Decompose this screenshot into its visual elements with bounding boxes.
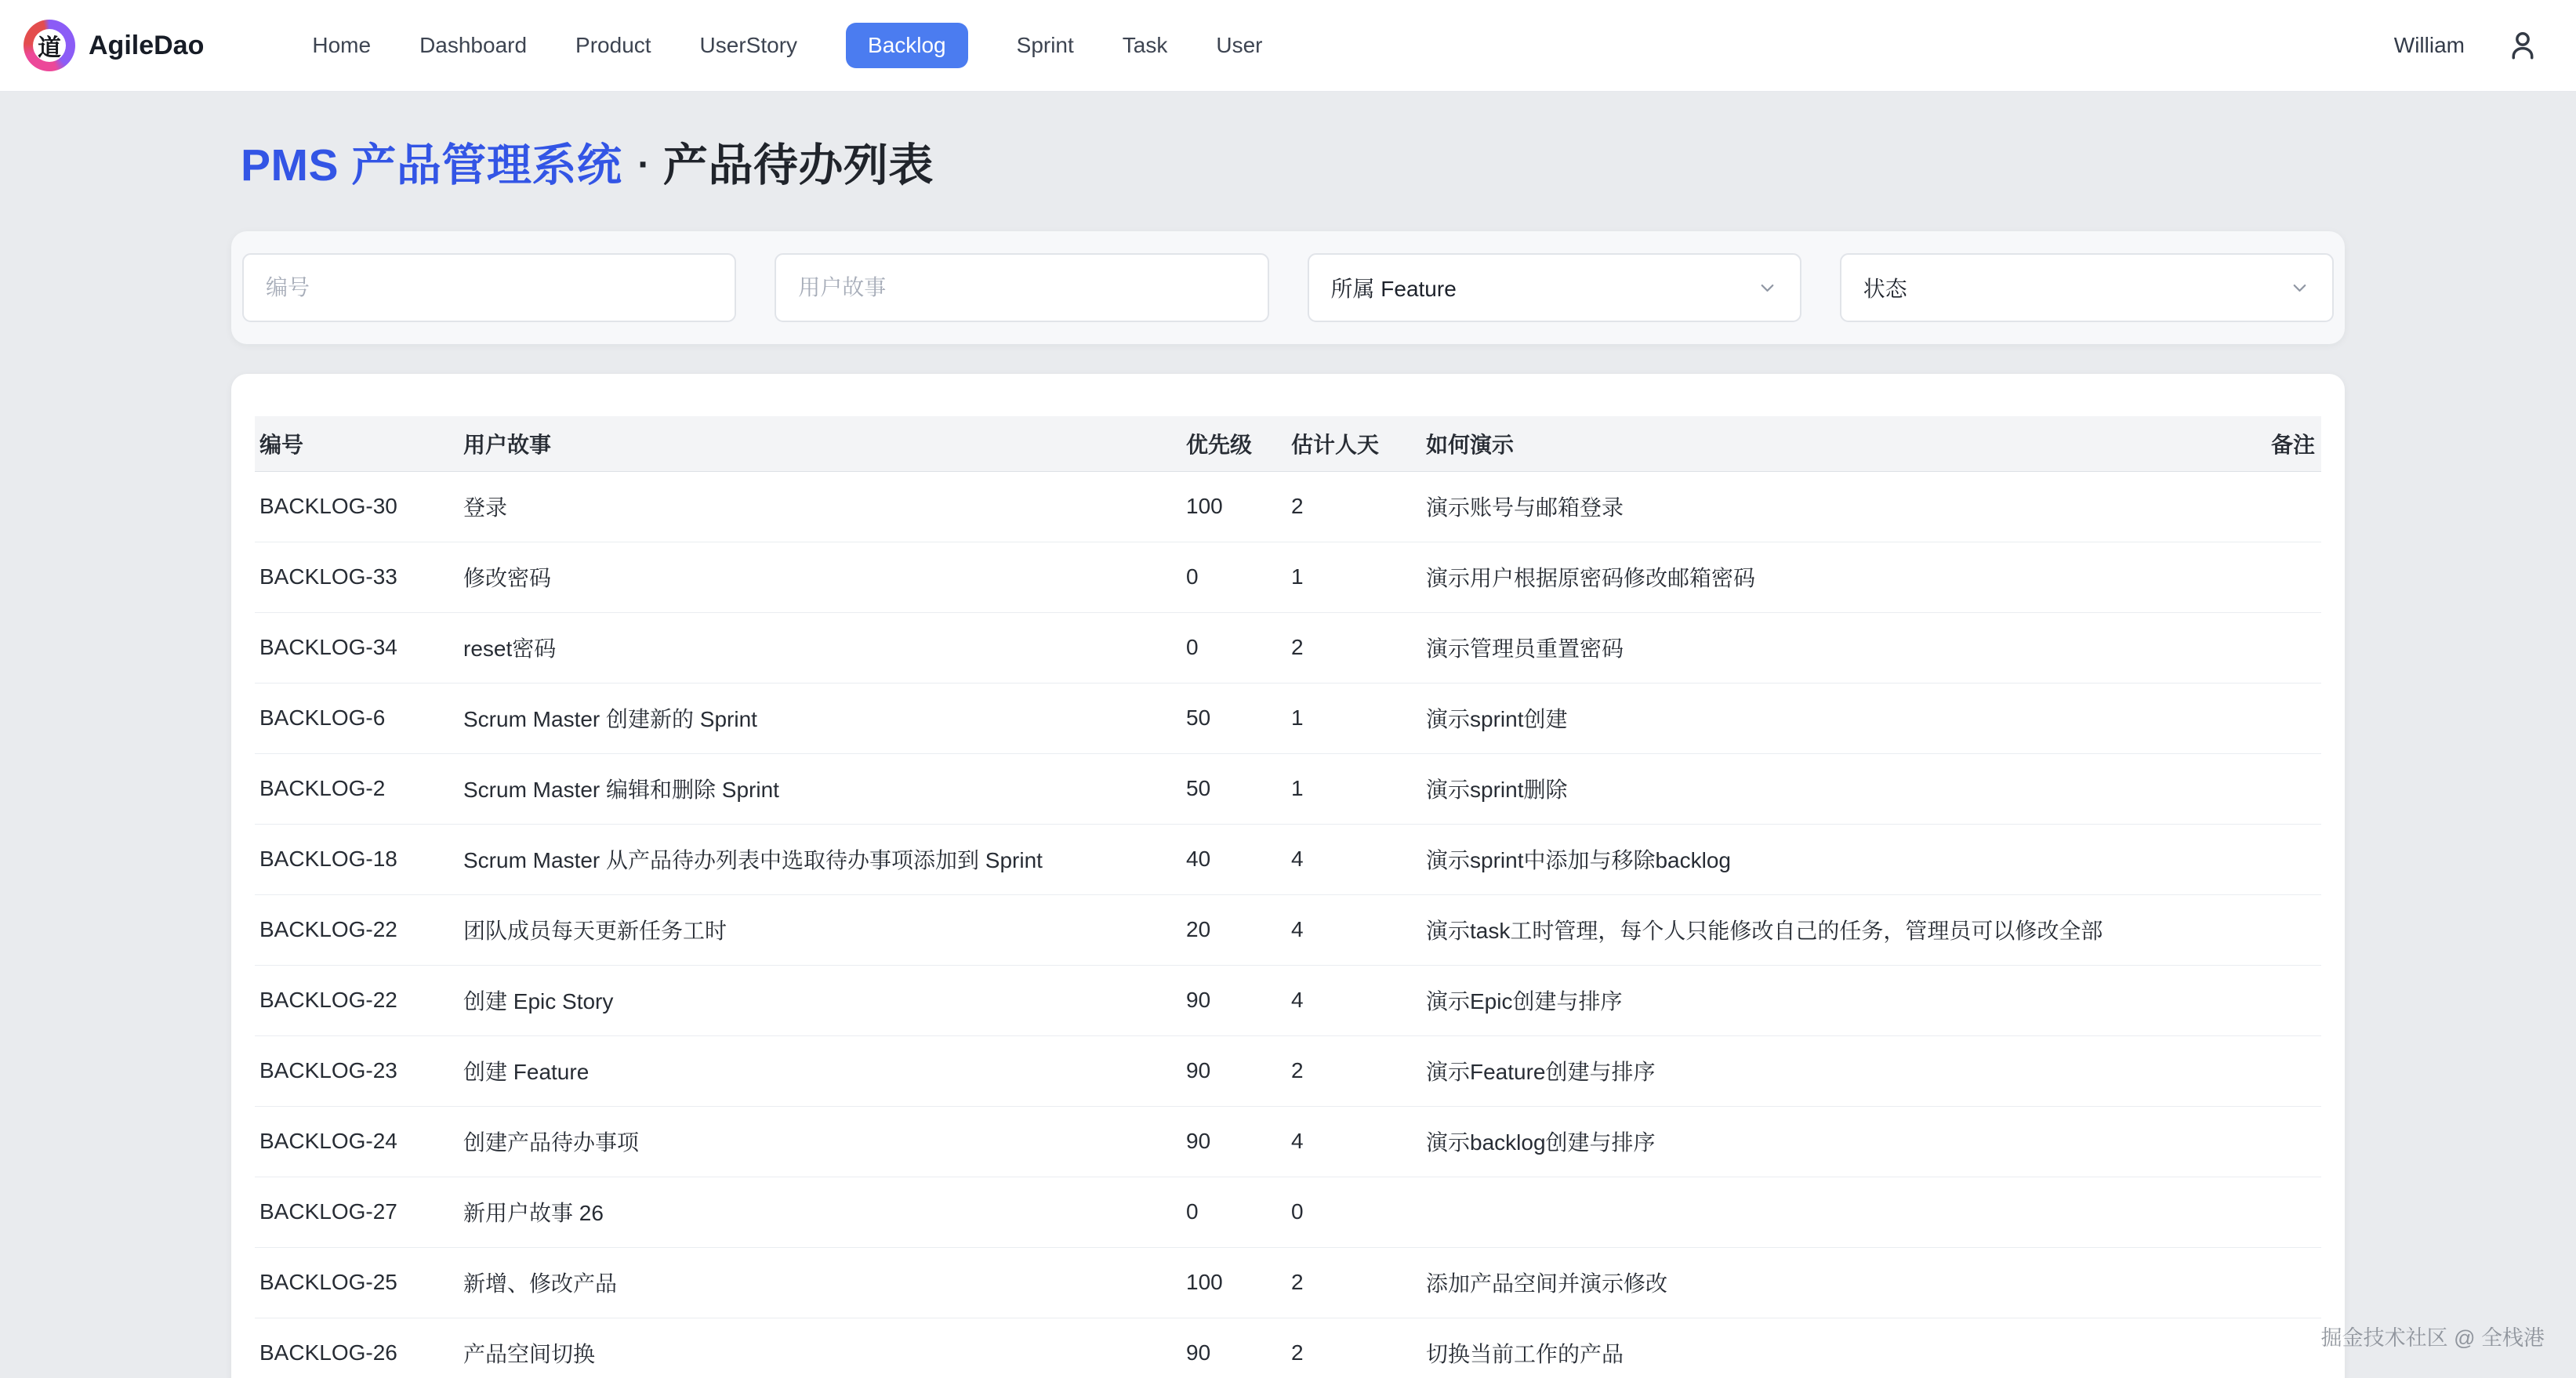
table-row[interactable] (255, 471, 2321, 542)
cell-days: 1 (1291, 542, 1426, 612)
current-user-name: William (2393, 33, 2465, 57)
cell-id: BACKLOG-6 (255, 683, 463, 753)
cell-priority: 0 (1186, 1177, 1291, 1247)
cell-story: 登录 (463, 471, 1186, 542)
table-row[interactable] (255, 1035, 2321, 1106)
cell-days: 4 (1291, 1106, 1426, 1177)
cell-note (2241, 471, 2321, 542)
cell-demo (1426, 1177, 2241, 1247)
person-outline-icon[interactable] (2505, 28, 2540, 63)
cell-days: 2 (1291, 612, 1426, 683)
cell-priority: 90 (1186, 1318, 1291, 1378)
cell-id: BACKLOG-2 (255, 753, 463, 824)
status-select-value: 状态 (1863, 277, 1907, 301)
cell-note (2241, 1247, 2321, 1318)
cell-story: 产品空间切换 (463, 1318, 1186, 1378)
table-row[interactable] (255, 1318, 2321, 1378)
main-nav (312, 23, 1262, 68)
cell-demo: 演示账号与邮箱登录 (1426, 471, 2241, 542)
cell-priority: 90 (1186, 1106, 1291, 1177)
cell-note (2241, 753, 2321, 824)
cell-demo: 演示task工时管理，每个人只能修改自己的任务，管理员可以修改全部 (1426, 894, 2241, 965)
watermark: 掘金技术社区 @ 全栈港 (2320, 1326, 2545, 1350)
cell-priority: 0 (1186, 612, 1291, 683)
filter-bar (231, 231, 2345, 344)
cell-priority: 0 (1186, 542, 1291, 612)
cell-note (2241, 1177, 2321, 1247)
backlog-table (255, 416, 2321, 1378)
page-title-secondary: 产品待办列表 (662, 140, 934, 190)
nav-item-user[interactable]: User (1216, 33, 1263, 57)
cell-note (2241, 965, 2321, 1035)
cell-id: BACKLOG-18 (255, 824, 463, 894)
cell-story: 新增、修改产品 (463, 1247, 1186, 1318)
feature-select-value: 所属 Feature (1330, 277, 1457, 301)
cell-demo: 演示sprint删除 (1426, 753, 2241, 824)
cell-days: 2 (1291, 1318, 1426, 1378)
column-header-story: 用户故事 (463, 416, 1186, 471)
cell-days: 1 (1291, 683, 1426, 753)
cell-story: 创建产品待办事项 (463, 1106, 1186, 1177)
cell-demo: 切换当前工作的产品 (1426, 1318, 2241, 1378)
cell-story: Scrum Master 创建新的 Sprint (463, 683, 1186, 753)
cell-id: BACKLOG-34 (255, 612, 463, 683)
table-row[interactable] (255, 1177, 2321, 1247)
cell-note (2241, 542, 2321, 612)
cell-priority: 90 (1186, 1035, 1291, 1106)
cell-demo: 演示sprint创建 (1426, 683, 2241, 753)
nav-item-product[interactable]: Product (575, 33, 651, 57)
cell-priority: 100 (1186, 1247, 1291, 1318)
nav-item-dashboard[interactable]: Dashboard (419, 33, 528, 57)
column-header-note: 备注 (2241, 416, 2321, 471)
cell-priority: 50 (1186, 753, 1291, 824)
cell-days: 2 (1291, 1035, 1426, 1106)
cell-story: reset密码 (463, 612, 1186, 683)
table-row[interactable] (255, 1247, 2321, 1318)
column-header-days: 估计人天 (1291, 416, 1426, 471)
cell-story: Scrum Master 编辑和删除 Sprint (463, 753, 1186, 824)
table-row[interactable] (255, 542, 2321, 612)
cell-story: 创建 Feature (463, 1035, 1186, 1106)
cell-note (2241, 1035, 2321, 1106)
cell-note (2241, 824, 2321, 894)
cell-demo: 添加产品空间并演示修改 (1426, 1247, 2241, 1318)
status-select[interactable] (1840, 253, 2334, 322)
table-row[interactable] (255, 894, 2321, 965)
cell-priority: 40 (1186, 824, 1291, 894)
cell-id: BACKLOG-27 (255, 1177, 463, 1247)
cell-demo: 演示用户根据原密码修改邮箱密码 (1426, 542, 2241, 612)
cell-days: 0 (1291, 1177, 1426, 1247)
column-header-priority: 优先级 (1186, 416, 1291, 471)
cell-note (2241, 1318, 2321, 1378)
table-row[interactable] (255, 683, 2321, 753)
cell-demo: 演示Epic创建与排序 (1426, 965, 2241, 1035)
table-row[interactable] (255, 965, 2321, 1035)
nav-item-userstory[interactable]: UserStory (699, 33, 798, 57)
cell-days: 4 (1291, 824, 1426, 894)
cell-demo: 演示Feature创建与排序 (1426, 1035, 2241, 1106)
table-row[interactable] (255, 612, 2321, 683)
table-row[interactable] (255, 753, 2321, 824)
cell-demo: 演示sprint中添加与移除backlog (1426, 824, 2241, 894)
page-title-primary: PMS 产品管理系统 (241, 140, 622, 190)
cell-days: 1 (1291, 753, 1426, 824)
cell-story: 修改密码 (463, 542, 1186, 612)
brand-logo (24, 20, 75, 71)
nav-item-backlog[interactable]: Backlog (846, 23, 968, 68)
page-title (241, 129, 2345, 194)
cell-demo: 演示管理员重置密码 (1426, 612, 2241, 683)
nav-item-task[interactable]: Task (1122, 33, 1168, 57)
cell-priority: 20 (1186, 894, 1291, 965)
story-filter-input[interactable] (775, 253, 1268, 322)
cell-days: 4 (1291, 965, 1426, 1035)
cell-days: 2 (1291, 1247, 1426, 1318)
feature-select[interactable] (1308, 253, 1801, 322)
column-header-id: 编号 (255, 416, 463, 471)
column-header-demo: 如何演示 (1426, 416, 2241, 471)
navbar (0, 0, 2576, 92)
cell-demo: 演示backlog创建与排序 (1426, 1106, 2241, 1177)
table-row[interactable] (255, 1106, 2321, 1177)
cell-id: BACKLOG-22 (255, 894, 463, 965)
cell-note (2241, 1106, 2321, 1177)
table-row[interactable] (255, 824, 2321, 894)
chevron-down-icon (1757, 277, 1778, 299)
cell-days: 4 (1291, 894, 1426, 965)
cell-story: Scrum Master 从产品待办列表中选取待办事项添加到 Sprint (463, 824, 1186, 894)
cell-priority: 100 (1186, 471, 1291, 542)
cell-story: 创建 Epic Story (463, 965, 1186, 1035)
cell-id: BACKLOG-24 (255, 1106, 463, 1177)
cell-id: BACKLOG-22 (255, 965, 463, 1035)
cell-id: BACKLOG-26 (255, 1318, 463, 1378)
cell-priority: 90 (1186, 965, 1291, 1035)
cell-id: BACKLOG-25 (255, 1247, 463, 1318)
chevron-down-icon (2289, 277, 2310, 299)
nav-item-sprint[interactable]: Sprint (1016, 33, 1074, 57)
cell-priority: 50 (1186, 683, 1291, 753)
page-content (231, 129, 2345, 1378)
cell-id: BACKLOG-30 (255, 471, 463, 542)
cell-days: 2 (1291, 471, 1426, 542)
page-title-separator: · (637, 144, 651, 186)
cell-story: 新用户故事 26 (463, 1177, 1186, 1247)
cell-story: 团队成员每天更新任务工时 (463, 894, 1186, 965)
cell-id: BACKLOG-23 (255, 1035, 463, 1106)
brand-name: AgileDao (89, 30, 205, 60)
nav-item-home[interactable]: Home (312, 33, 372, 57)
navbar-right (2394, 28, 2540, 63)
cell-note (2241, 612, 2321, 683)
table-header-row (255, 416, 2321, 471)
brand-logo-glyph: 道 (33, 29, 66, 62)
cell-id: BACKLOG-33 (255, 542, 463, 612)
cell-note (2241, 894, 2321, 965)
cell-note (2241, 683, 2321, 753)
id-filter-input[interactable] (242, 253, 736, 322)
backlog-table-card (231, 374, 2345, 1378)
